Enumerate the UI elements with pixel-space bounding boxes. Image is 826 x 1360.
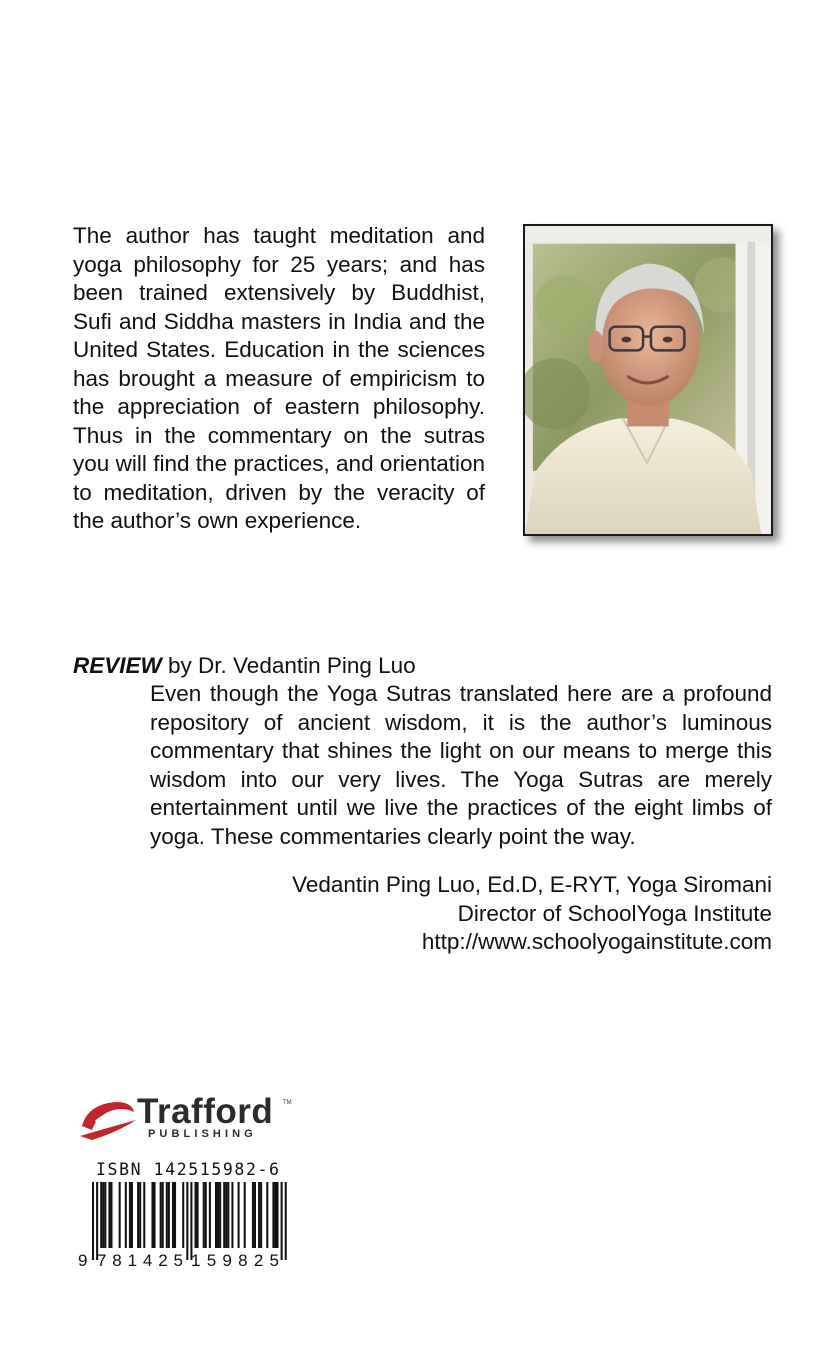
barcode-bar — [254, 1182, 256, 1248]
barcode-bar — [217, 1182, 219, 1248]
barcode-bar — [108, 1182, 110, 1248]
barcode-bar — [285, 1182, 287, 1260]
barcode-bar — [160, 1182, 162, 1248]
review-byline: by Dr. Vedantin Ping Luo — [161, 653, 416, 678]
barcode-bar — [190, 1182, 192, 1260]
review-body: Even though the Yoga Sutras translated here are a profound repository of ancient wisdom, it is the author’s luminous commentary that shines the light on our means to merge this wisdom into our very lives. The Yoga Sutras are merely entertainment until we live the practices of the eight limbs of yoga. These commentaries clearly point the way. — [150, 681, 772, 849]
ean-left-digits: 781425 — [97, 1251, 183, 1270]
barcode-bar — [274, 1182, 276, 1248]
barcode-bar — [131, 1182, 133, 1248]
barcode-bar — [174, 1182, 176, 1248]
barcode-bar — [197, 1182, 199, 1248]
barcode-bar — [166, 1182, 168, 1248]
author-photo — [523, 224, 773, 536]
barcode-bar — [203, 1182, 205, 1248]
barcode-bar — [168, 1182, 170, 1248]
barcode-bars — [78, 1182, 293, 1270]
barcode-bar — [244, 1182, 246, 1248]
barcode-bar-group — [92, 1182, 287, 1260]
barcode-bar — [223, 1182, 225, 1248]
barcode-bar — [277, 1182, 279, 1248]
barcode-bar — [104, 1182, 106, 1248]
barcode-bar — [260, 1182, 262, 1248]
barcode-bar — [238, 1182, 240, 1248]
barcode-bar — [102, 1182, 104, 1248]
barcode-bar — [129, 1182, 131, 1248]
barcode-bar — [100, 1182, 102, 1248]
barcode-bar — [195, 1182, 197, 1248]
ean-right-digits: 159825 — [191, 1251, 279, 1270]
barcode-bar — [205, 1182, 207, 1248]
reviewer-name: Vedantin Ping Luo, Ed.D, E-RYT, Yoga Siromani — [292, 872, 772, 897]
trafford-swoosh-icon — [78, 1096, 138, 1144]
barcode-bar — [125, 1182, 127, 1248]
barcode-bar — [162, 1182, 164, 1248]
barcode-bar — [151, 1182, 153, 1248]
author-bio: The author has taught meditation and yoga philosophy for 25 years; and has been trained extensively by Buddhist, Sufi and Siddha masters in India and the United States. Education in the sciences has brought a measure of empiricism to the appreciation of eastern philosophy. Thus in the commentary on the sutras you will find the practices, and orientation to meditation, driven by the veracity of the author’s own experience. — [73, 223, 485, 533]
isbn-label: ISBN 142515982-6 — [96, 1160, 281, 1179]
publisher-trademark: TM — [283, 1100, 292, 1106]
barcode-bar — [209, 1182, 211, 1248]
barcode-bar — [110, 1182, 112, 1248]
barcode-bar — [215, 1182, 217, 1248]
publisher-name: Trafford — [137, 1092, 274, 1131]
review-heading — [73, 652, 416, 680]
barcode-bar — [186, 1182, 188, 1260]
barcode-bar — [96, 1182, 98, 1260]
barcode-bar — [119, 1182, 121, 1248]
barcode-bar — [258, 1182, 260, 1248]
barcode-bar — [92, 1182, 94, 1260]
publisher-logo — [78, 1094, 293, 1156]
publisher-subtitle: PUBLISHING — [148, 1128, 257, 1140]
review-signature — [292, 871, 772, 957]
barcode-bar — [139, 1182, 141, 1248]
barcode-bar — [272, 1182, 274, 1248]
barcode-bar — [266, 1182, 268, 1248]
ean-first-digit: 9 — [78, 1251, 88, 1270]
barcode-bar — [143, 1182, 145, 1248]
barcode-bar — [252, 1182, 254, 1248]
barcode-bar — [281, 1182, 283, 1260]
barcode-bar — [137, 1182, 139, 1248]
barcode-bar — [172, 1182, 174, 1248]
review-keyword: REVIEW — [73, 653, 162, 678]
author-portrait-image — [525, 226, 771, 534]
barcode-bar — [231, 1182, 233, 1248]
barcode-bar — [182, 1182, 184, 1248]
barcode-bar — [154, 1182, 156, 1248]
isbn-barcode — [78, 1160, 293, 1270]
barcode-bar — [219, 1182, 221, 1248]
barcode-bar — [227, 1182, 229, 1248]
barcode-bar — [225, 1182, 227, 1248]
reviewer-title: Director of SchoolYoga Institute — [457, 900, 772, 926]
reviewer-url: http://www.schoolyogainstitute.com — [421, 929, 772, 954]
